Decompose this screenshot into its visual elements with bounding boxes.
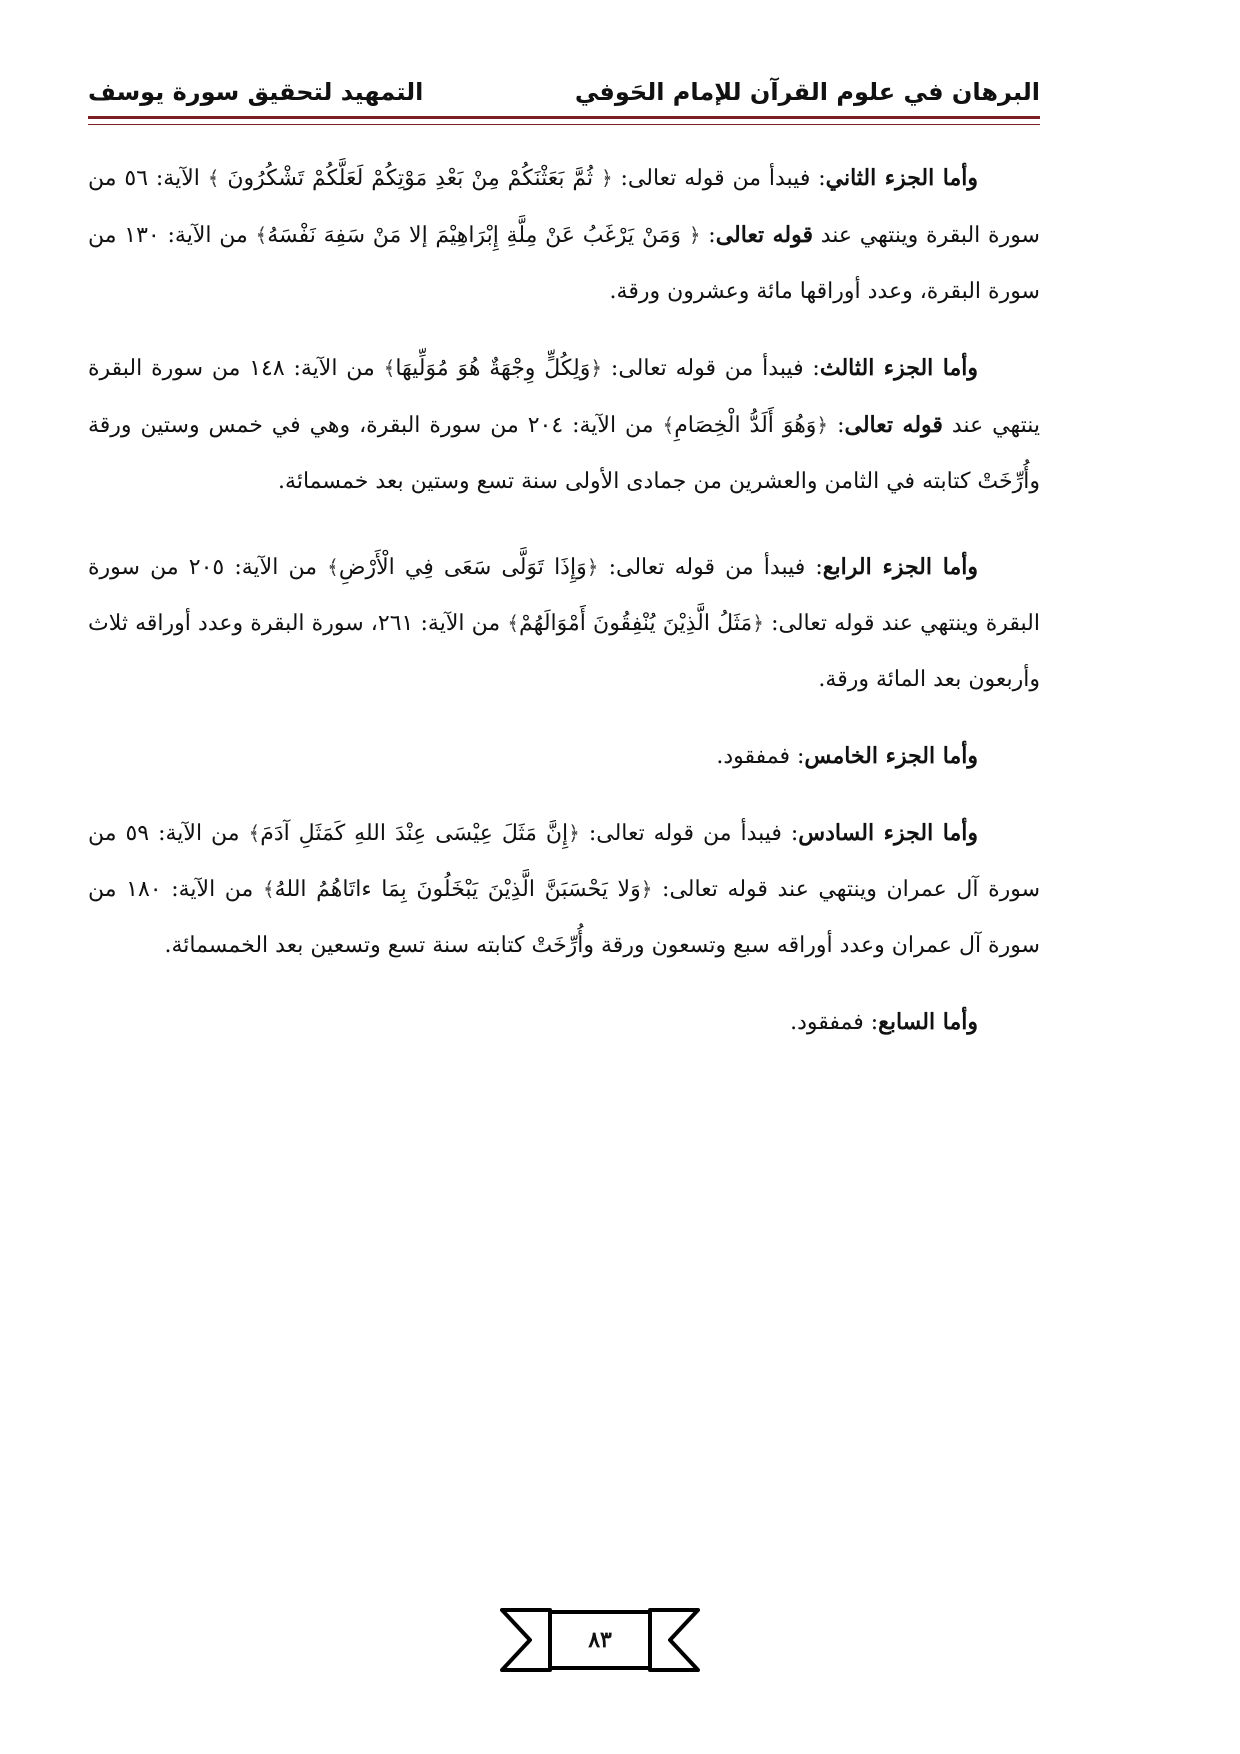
ornate-bracket-close: ﴾ [383,356,396,381]
ornate-bracket-close: ﴾ [327,554,339,579]
paragraph-part-3 [88,340,1040,510]
header-rule-thin [88,124,1040,125]
text: الآية: ٥٦ من سورة البقرة وينتهي عند [88,166,1040,249]
ornate-bracket-close: ﴾ [662,413,675,438]
text: : فيبدأ من قوله تعالى: [579,820,799,846]
text: من الآية: ٢٠٥ من سورة البقرة وينتهي عند قوله تعالى: [88,554,1040,636]
text: : [700,223,716,249]
text: : [828,413,845,439]
ornate-bracket-open: ﴿ [600,166,613,190]
quran-quote: وَإِذَا تَوَلَّى سَعَى فِي الْأَرْضِ [338,554,587,580]
paragraph-part-7 [88,994,1040,1051]
paragraph-part-4 [88,539,1040,708]
page-number-banner [500,1600,700,1680]
paragraph-lead: وأما الجزء الخامس [804,742,978,769]
ornate-bracket-open: ﴿ [568,820,580,845]
ornate-bracket-open: ﴿ [586,554,599,579]
quran-quote: ثُمَّ بَعَثْنَكُمْ مِنْ بَعْدِ مَوْتِكُمْ لَعَلَّكُمْ تَشْكُرُونَ [227,166,594,191]
ornate-bracket-open: ﴿ [816,413,829,438]
body-text [88,150,1040,1071]
quran-quote: وَلِكُلٍّ وِجْهَةٌ هُوَ مُوَلِّيهَا [395,356,591,382]
paragraph-lead: وأما السابع [878,1009,978,1036]
ornate-bracket-close: ﴾ [262,877,275,902]
text: : فيبدأ من قوله تعالى: [602,356,820,382]
text: من الآية: ٢٦١، سورة البقرة وعدد أوراقه ثلاث وأربعون بعد المائة ورقة. [88,610,1040,692]
bold-phrase: قوله تعالى [844,412,943,439]
paragraph-lead: وأما الجزء الثاني [825,165,978,191]
text: من الآية: ١٤٨ من سورة البقرة ينتهي عند [88,356,1041,439]
text: من الآية: ١٣٠ من سورة البقرة، وعدد أوراقها مائة وعشرون ورقة. [88,223,1040,305]
ornate-bracket-open: ﴿ [688,223,701,248]
paragraph-part-2 [88,150,1040,320]
paragraph-lead: وأما الجزء الثالث [819,355,978,382]
ornate-bracket-open: ﴿ [752,610,764,635]
quran-quote: وَلا يَحْسَبَنَّ الَّذِيْنَ يَبْخَلُونَ بِمَا ءاتَاهُمُ اللهُ [274,877,641,903]
paragraph-lead: وأما الجزء السادس [798,819,979,846]
ornate-bracket-close: ﴾ [248,820,261,845]
quran-quote: إِنَّ مَثَلَ عِيْسَى عِنْدَ اللهِ كَمَثَلِ آدَمَ [260,820,569,846]
header-rule-thick [88,116,1040,119]
ornate-bracket-close: ﴾ [207,166,220,190]
quran-quote: وَهُوَ أَلَدُّ الْخِصَامِ [674,413,817,439]
text: من الآية: ٢٠٤ من سورة البقرة، وهي في خمس وستين ورقة وأُرِّخَتْ كتابته في الثامن والعشرين من جمادى الأولى سنة تسع وستين بعد خمسمائة. [88,413,1040,495]
text: من الآية: ٥٩ من سورة آل عمران وينتهي عند قوله تعالى: [88,820,1041,903]
paragraph-part-6 [88,805,1040,974]
ornate-bracket-open: ﴿ [640,877,653,902]
chapter-title: التمهيد لتحقيق سورة يوسف [88,78,424,106]
page-header [88,64,1040,116]
paragraph-part-5 [88,728,1040,785]
quran-quote: وَمَنْ يَرْغَبُ عَنْ مِلَّةِ إِبْرَاهِيْمَ إلا مَنْ سَفِهَ نَفْسَهُ [267,223,682,249]
ornate-bracket-close: ﴾ [255,223,268,248]
page-number: ٨٣ [588,1627,612,1653]
text: : فيبدأ من قوله تعالى: [612,166,826,191]
text: من الآية: ١٨٠ من سورة آل عمران وعدد أوراقه سبع وتسعون ورقة وأُرِّخَتْ كتابته سنة تسع وتسعين بعد الخمسمائة. [88,877,1040,959]
book-title: البرهان في علوم القرآن للإمام الحَوفي [574,78,1040,106]
paragraph-lead: وأما الجزء الرابع [822,553,979,580]
ornate-bracket-close: ﴾ [507,610,520,635]
text: : فمفقود. [790,1010,879,1036]
text: : فمفقود. [716,743,805,769]
quran-quote: مَثَلُ الَّذِيْنَ يُنْفِقُونَ أَمْوَالَهُمْ [519,610,753,636]
bold-phrase: قوله تعالى [715,222,813,249]
ornate-bracket-open: ﴿ [590,356,603,381]
text: : فيبدأ من قوله تعالى: [598,554,823,580]
